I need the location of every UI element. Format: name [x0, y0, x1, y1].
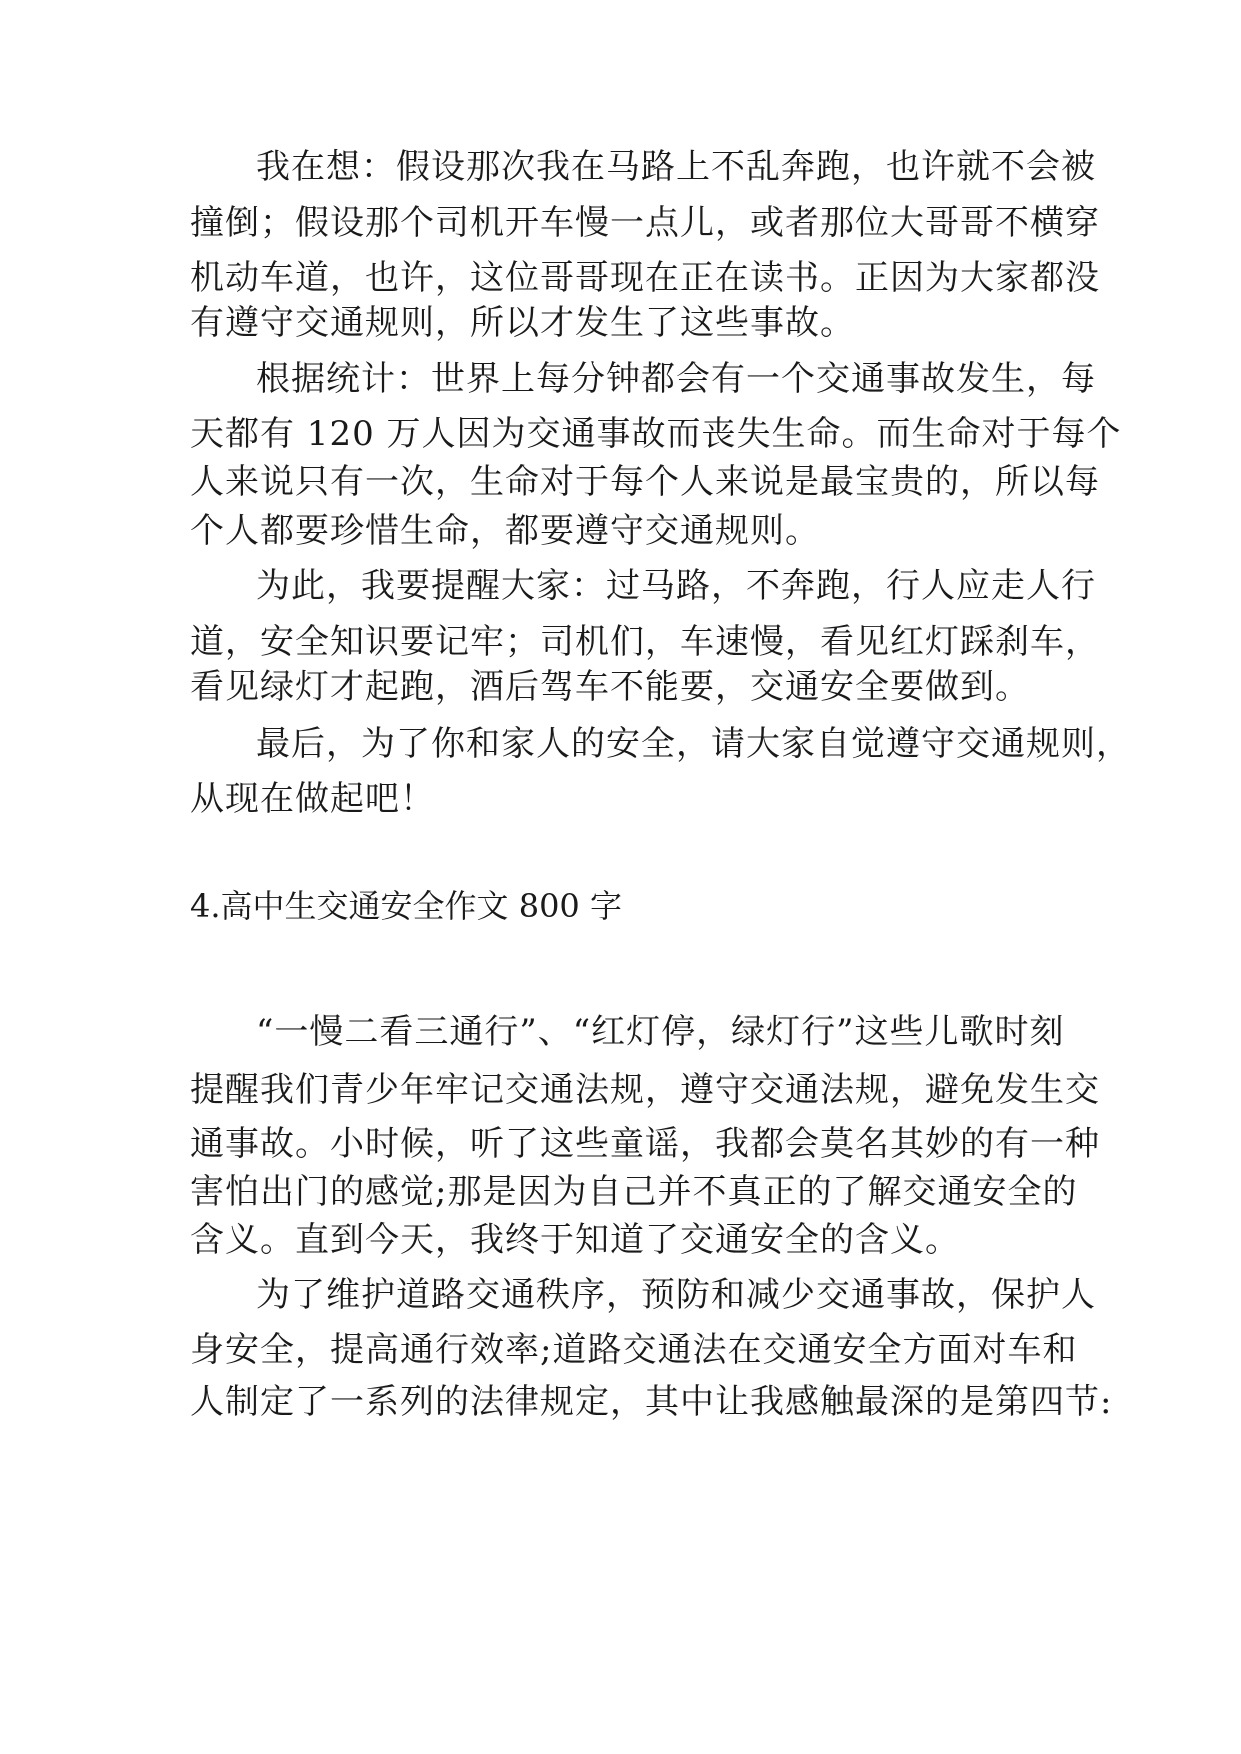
paragraph-line: “一慢二看三通行”、“红灯停，绿灯行”这些儿歌时刻	[256, 1012, 1065, 1052]
paragraph-line: 天都有 120 万人因为交通事故而丧失生命。而生命对于每个	[190, 414, 1122, 454]
paragraph-line: 为此，我要提醒大家：过马路，不奔跑，行人应走人行	[256, 566, 1096, 606]
paragraph-line: 有遵守交通规则，所以才发生了这些事故。	[190, 303, 855, 343]
paragraph-line: 人制定了一系列的法律规定，其中让我感触最深的是第四节:	[190, 1382, 1113, 1422]
paragraph-line: 人来说只有一次，生命对于每个人来说是最宝贵的，所以每	[190, 462, 1100, 502]
paragraph-line: 道，安全知识要记牢；司机们，车速慢，看见红灯踩刹车，	[190, 622, 1100, 662]
paragraph-line: 我在想：假设那次我在马路上不乱奔跑，也许就不会被	[256, 147, 1096, 187]
paragraph-line: 从现在做起吧！	[190, 779, 435, 819]
paragraph-line: 通事故。小时候，听了这些童谣，我都会莫名其妙的有一种	[190, 1124, 1100, 1164]
paragraph-line: 机动车道，也许，这位哥哥现在正在读书。正因为大家都没	[190, 258, 1100, 298]
paragraph-line: 害怕出门的感觉;那是因为自己并不真正的了解交通安全的	[190, 1172, 1078, 1212]
paragraph-line: 根据统计：世界上每分钟都会有一个交通事故发生，每	[256, 359, 1096, 399]
paragraph-line: 为了维护道路交通秩序，预防和减少交通事故，保护人	[256, 1275, 1096, 1315]
paragraph-line: 身安全，提高通行效率;道路交通法在交通安全方面对车和	[190, 1330, 1078, 1370]
paragraph-line: 个人都要珍惜生命，都要遵守交通规则。	[190, 511, 820, 551]
paragraph-line: 最后，为了你和家人的安全，请大家自觉遵守交通规则，	[256, 724, 1131, 764]
paragraph-line: 含义。直到今天，我终于知道了交通安全的含义。	[190, 1220, 960, 1260]
section-heading: 4.高中生交通安全作文 800 字	[190, 887, 622, 925]
paragraph-line: 看见绿灯才起跑，酒后驾车不能要，交通安全要做到。	[190, 667, 1030, 707]
paragraph-line: 提醒我们青少年牢记交通法规，遵守交通法规，避免发生交	[190, 1070, 1100, 1110]
paragraph-line: 撞倒；假设那个司机开车慢一点儿，或者那位大哥哥不横穿	[190, 203, 1100, 243]
